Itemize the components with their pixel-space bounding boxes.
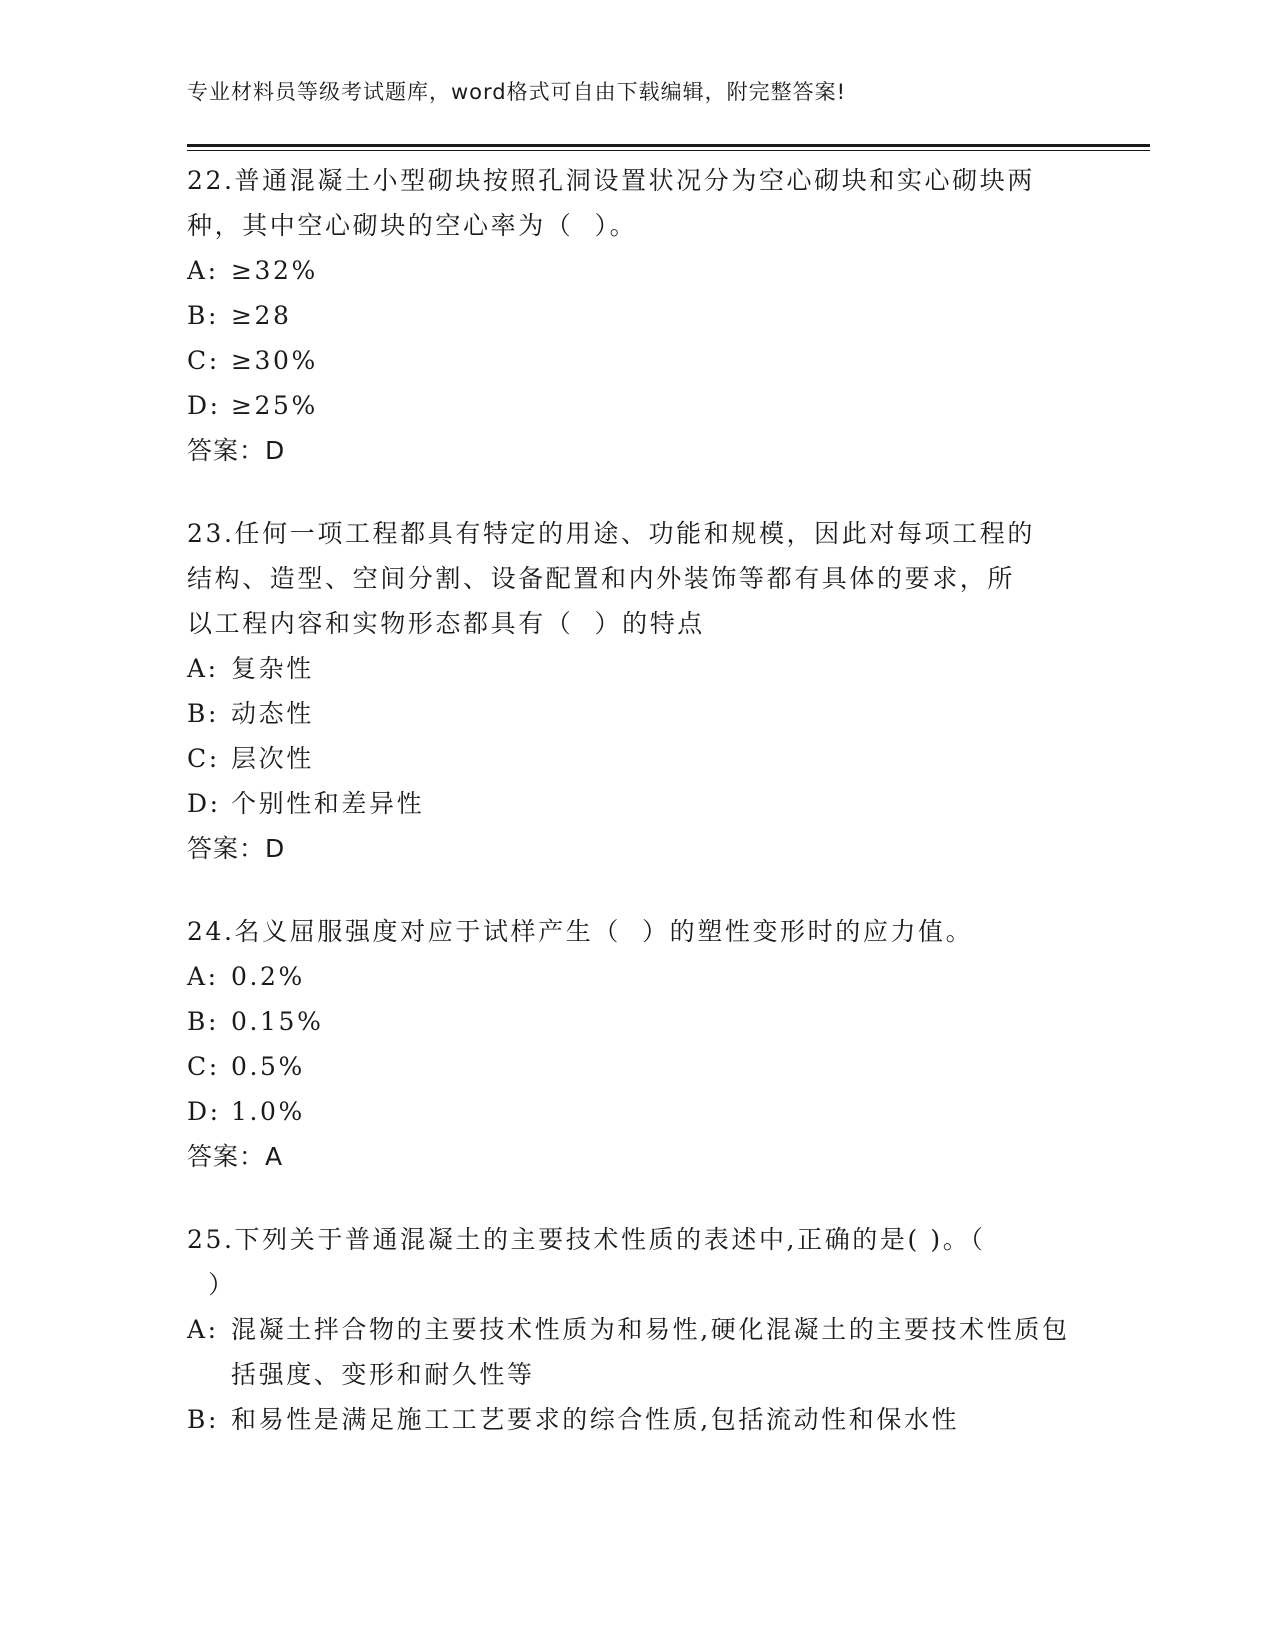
header-divider-thick: [187, 144, 1150, 147]
question-list: [187, 158, 1087, 1480]
option-letter: C:: [187, 1052, 220, 1081]
option-text: ≥25%: [231, 391, 318, 420]
answer-option: [187, 248, 1087, 293]
option-letter: A:: [187, 256, 219, 285]
question-stem-line: 22.普通混凝土小型砌块按照孔洞设置状况分为空心砌块和实心砌块两: [187, 166, 1035, 195]
question-stem-line: ）: [187, 1270, 236, 1299]
option-letter: C:: [187, 744, 220, 773]
option-text: 0.2%: [231, 962, 305, 991]
header-divider-thin: [187, 150, 1150, 151]
question-stem-line: 结构、造型、空间分割、设备配置和内外装饰等都有具体的要求，所: [187, 564, 1016, 593]
answer-option: [187, 293, 1087, 338]
answer-option: [187, 1089, 1087, 1134]
answer-key: 答案：D: [187, 834, 286, 863]
option-text: 动态性: [231, 699, 314, 728]
option-letter: B:: [187, 1007, 219, 1036]
option-letter: C:: [187, 346, 220, 375]
answer-option: [187, 691, 1087, 736]
answer-option: [187, 1044, 1087, 1089]
option-text: 复杂性: [231, 654, 314, 683]
option-letter: A:: [187, 654, 219, 683]
option-letter: A:: [187, 1315, 219, 1344]
question-stem-line: 24.名义屈服强度对应于试样产生（ ）的塑性变形时的应力值。: [187, 917, 974, 946]
option-text: 层次性: [231, 744, 314, 773]
option-text: ≥32%: [231, 256, 318, 285]
answer-key: 答案：A: [187, 1142, 284, 1171]
answer-option: [187, 736, 1087, 781]
answer-option: [187, 646, 1087, 691]
option-letter: B:: [187, 699, 219, 728]
option-letter: B:: [187, 301, 219, 330]
question-stem-line: 以工程内容和实物形态都具有（ ）的特点: [187, 609, 705, 638]
option-text: 0.15%: [231, 1007, 324, 1036]
question-stem-line: 23.任何一项工程都具有特定的用途、功能和规模，因此对每项工程的: [187, 519, 1035, 548]
question-block: [187, 158, 1087, 473]
option-text: ≥30%: [231, 346, 318, 375]
page-header: 专业材料员等级考试题库，word格式可自由下载编辑，附完整答案!: [187, 80, 847, 104]
option-letter: B:: [187, 1405, 219, 1434]
option-text: 个别性和差异性: [231, 789, 425, 818]
answer-option: [187, 383, 1087, 428]
answer-key: 答案：D: [187, 436, 286, 465]
question-stem-line: 25.下列关于普通混凝土的主要技术性质的表述中,正确的是( )。（: [187, 1225, 986, 1254]
option-text: 0.5%: [231, 1052, 305, 1081]
option-text: 1.0%: [231, 1097, 305, 1126]
option-text: 混凝土拌合物的主要技术性质为和易性,硬化混凝土的主要技术性质包括强度、变形和耐久性等: [231, 1315, 1070, 1389]
answer-option: [187, 1307, 1087, 1397]
option-letter: D:: [187, 789, 221, 818]
question-block: [187, 909, 1087, 1179]
answer-option: [187, 781, 1087, 826]
option-letter: D:: [187, 391, 221, 420]
answer-option: [187, 954, 1087, 999]
answer-option: [187, 338, 1087, 383]
answer-option: [187, 999, 1087, 1044]
option-text: 和易性是满足施工工艺要求的综合性质,包括流动性和保水性: [231, 1405, 960, 1434]
answer-option: [187, 1397, 1087, 1442]
option-text: ≥28: [231, 301, 292, 330]
option-letter: D:: [187, 1097, 221, 1126]
question-stem-line: 种，其中空心砌块的空心率为（ ）。: [187, 211, 638, 240]
question-block: [187, 1217, 1087, 1442]
option-letter: A:: [187, 962, 219, 991]
question-block: [187, 511, 1087, 871]
